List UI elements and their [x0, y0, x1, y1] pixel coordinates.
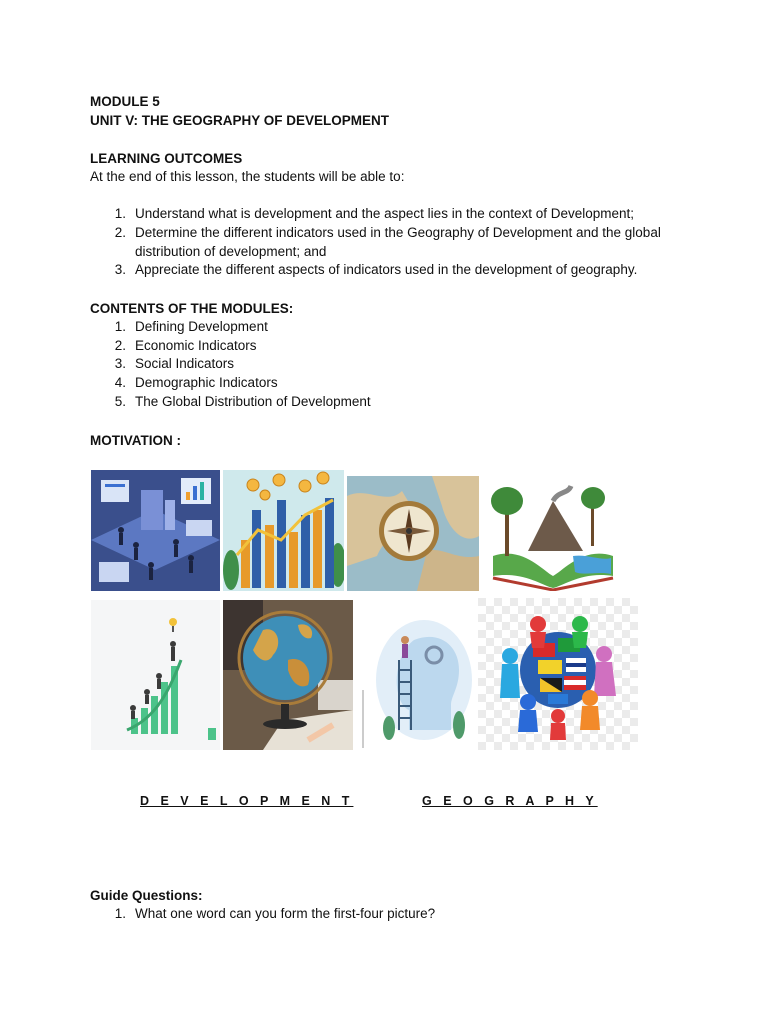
answer-development: D E V E L O P M E N T: [140, 794, 354, 808]
business-isometric-image: [91, 470, 220, 591]
list-text: Social Indicators: [135, 356, 235, 371]
module-title: MODULE 5: [90, 94, 160, 109]
list-text: Demographic Indicators: [135, 375, 278, 390]
list-text: Economic Indicators: [135, 338, 257, 353]
learning-outcomes-intro: At the end of this lesson, the students will be able to:: [90, 169, 405, 184]
popup-book-landscape-image: [483, 476, 623, 591]
list-number: 5.: [114, 394, 126, 409]
list-number: 1.: [114, 906, 126, 921]
list-text: Defining Development: [135, 319, 268, 334]
list-number: 1.: [114, 206, 126, 221]
unit-title: UNIT V: THE GEOGRAPHY OF DEVELOPMENT: [90, 113, 390, 128]
list-number: 1.: [114, 319, 126, 334]
answer-geography: G E O G R A P H Y: [422, 794, 598, 808]
contents-heading: CONTENTS OF THE MODULES:: [90, 301, 294, 316]
guide-questions-heading: Guide Questions:: [90, 888, 203, 903]
compass-map-image: [347, 476, 479, 591]
learning-outcomes-heading: LEARNING OUTCOMES: [90, 151, 243, 166]
career-growth-image: [91, 600, 220, 750]
list-text: Appreciate the different aspects of indicators used in the development of geography.: [135, 262, 638, 277]
mind-development-image: [359, 600, 476, 750]
globe-desk-image: [223, 600, 353, 750]
list-text: What one word can you form the first-four picture?: [135, 906, 436, 921]
list-text: The Global Distribution of Development: [135, 394, 371, 409]
motivation-heading: MOTIVATION :: [90, 433, 181, 448]
list-number: 2.: [114, 338, 126, 353]
economic-growth-image: [223, 470, 344, 591]
list-number: 2.: [114, 225, 126, 240]
list-number: 4.: [114, 375, 126, 390]
list-number: 3.: [114, 356, 126, 371]
list-text: Determine the different indicators used in the Geography of Development and the global: [135, 225, 661, 240]
list-number: 3.: [114, 262, 126, 277]
global-unity-flags-image: [478, 598, 638, 750]
list-text: distribution of development; and: [135, 244, 327, 259]
list-text: Understand what is development and the aspect lies in the context of Development;: [135, 206, 635, 221]
